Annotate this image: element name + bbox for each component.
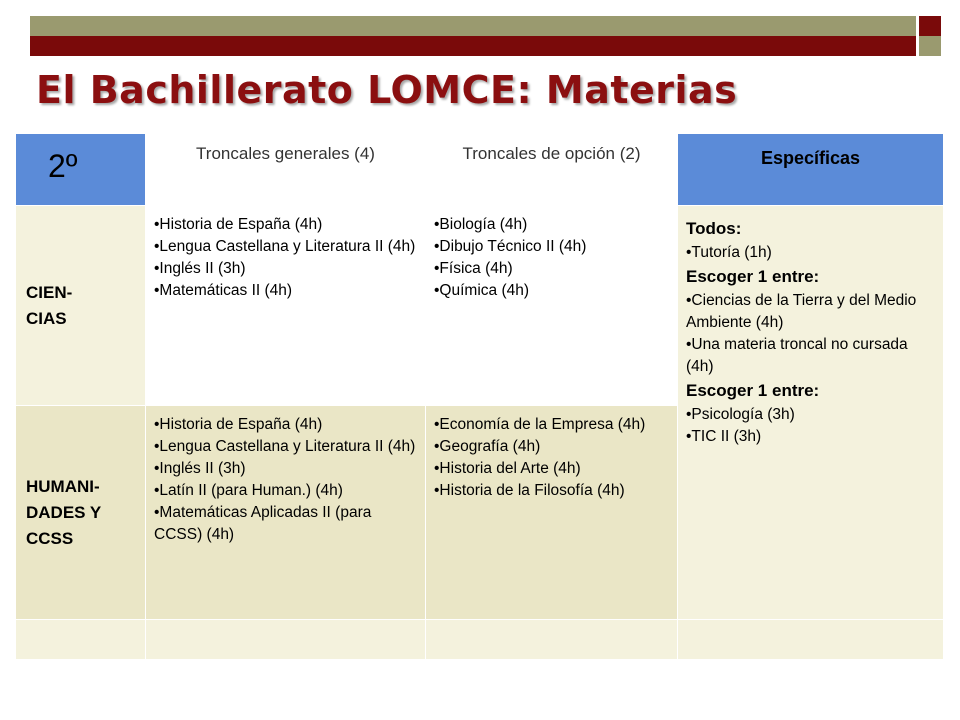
ciencias-troncales-generales	[146, 206, 426, 406]
slide-title: El Bachillerato LOMCE: Materias	[36, 68, 738, 112]
column-header-especificas: Específicas	[678, 134, 944, 206]
list-item: •Economía de la Empresa (4h)	[434, 416, 646, 433]
list-item: •Biología (4h)	[434, 216, 528, 233]
header-square-olive	[919, 36, 941, 56]
header-bar-olive	[30, 16, 916, 36]
list-item: •Historia de España (4h)	[154, 416, 323, 433]
grade-label-cell	[16, 134, 146, 206]
list-item: •Matemáticas Aplicadas II (para CCSS) (4h)	[154, 504, 372, 543]
row-label-text: HUMANI- DADES Y CCSS	[26, 476, 102, 548]
empty-cell	[426, 620, 678, 660]
grade-label: 2º	[48, 148, 78, 184]
ciencias-troncales-opcion	[426, 206, 678, 406]
especificas-cell	[678, 206, 944, 620]
empty-cell	[16, 620, 146, 660]
subjects-table	[16, 134, 944, 660]
list-item: •Psicología (3h)	[686, 406, 795, 423]
list-item: •Inglés II (3h)	[154, 460, 246, 477]
list-item: •Historia del Arte (4h)	[434, 460, 581, 477]
list-item: •Física (4h)	[434, 260, 513, 277]
list-item: •Latín II (para Human.) (4h)	[154, 482, 343, 499]
list-item: •Tutoría (1h)	[686, 244, 772, 261]
list-item: •Inglés II (3h)	[154, 260, 246, 277]
list-item: •Lengua Castellana y Literatura II (4h)	[154, 238, 416, 255]
list-item: •Dibujo Técnico II (4h)	[434, 238, 587, 255]
empty-cell	[146, 620, 426, 660]
list-item: •Ciencias de la Tierra y del Medio Ambiente (4h)	[686, 292, 917, 331]
list-item: •Historia de la Filosofía (4h)	[434, 482, 625, 499]
list-item: •Matemáticas II (4h)	[154, 282, 293, 299]
list-item: •Geografía (4h)	[434, 438, 541, 455]
list-item: •Historia de España (4h)	[154, 216, 323, 233]
row-label-ciencias	[16, 206, 146, 406]
list-item: •Una materia troncal no cursada (4h)	[686, 336, 908, 375]
header-square-maroon	[919, 16, 941, 36]
column-header-troncales-opcion: Troncales de opción (2)	[426, 134, 678, 206]
humanidades-troncales-opcion	[426, 406, 678, 620]
row-label-humanidades	[16, 406, 146, 620]
list-item: •Química (4h)	[434, 282, 530, 299]
list-item: •Lengua Castellana y Literatura II (4h)	[154, 438, 416, 455]
todos-label: Todos:	[686, 219, 742, 238]
column-header-troncales-generales: Troncales generales (4)	[146, 134, 426, 206]
row-label-text: CIEN- CIAS	[26, 282, 73, 328]
escoger-label-2: Escoger 1 entre:	[686, 381, 820, 400]
empty-cell	[678, 620, 944, 660]
humanidades-troncales-generales	[146, 406, 426, 620]
escoger-label-1: Escoger 1 entre:	[686, 267, 820, 286]
header-bar-maroon	[30, 36, 916, 56]
list-item: •TIC II (3h)	[686, 428, 762, 445]
